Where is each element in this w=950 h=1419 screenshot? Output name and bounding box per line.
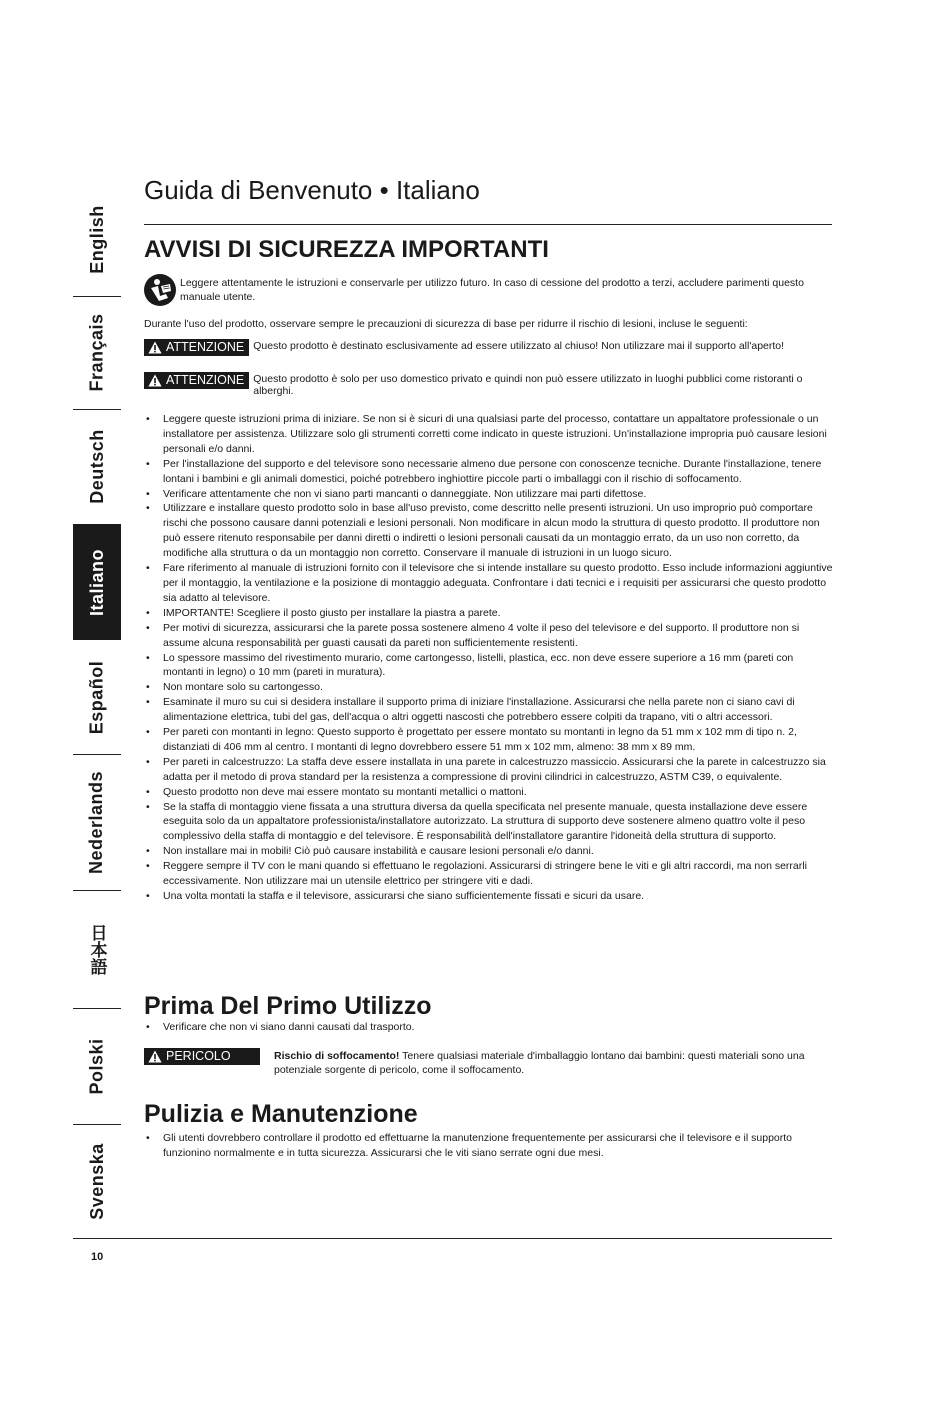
- warning-triangle-icon: [148, 1050, 162, 1063]
- list-item: • Esaminate il muro su cui si desidera installare il supporto prima di iniziare l'installazione. Assicurarsi che nella parete non ci siano cavi di alimentazione elettrica, tubi del gas, dell'acqua o altri oggetti nascosti che potrebbero essere colpiti da trapano, viti o altri accessori.: [144, 695, 834, 725]
- list-item: • Non installare mai in mobili! Ciò può causare instabilità e causare lesioni personali e/o danni.: [144, 844, 834, 859]
- warning-notice: [144, 339, 834, 356]
- lang-tab-label: 日本語: [87, 923, 107, 975]
- list-item: • Reggere sempre il TV con le mani quando si effettuano le regolazioni. Assicurarsi di stringere bene le viti e gli altri raccordi, ma non serrarli eccessivamente. Non utilizzare mai un utensile elettrico per stringere viti e dadi.: [144, 859, 834, 889]
- list-item: • Per motivi di sicurezza, assicurarsi che la parete possa sostenere almeno 4 volte il peso del televisore e del supporto. Il produttore non si assume alcuna responsabilità per guasti causati da pareti non sufficientemente resistenti.: [144, 621, 834, 651]
- footer-rule: [73, 1238, 832, 1239]
- danger-lead: Rischio di soffocamento!: [274, 1050, 400, 1062]
- warning-notice: [144, 372, 834, 397]
- lang-tab-deutsch[interactable]: [73, 409, 121, 524]
- safety-bullet-list: [144, 412, 834, 904]
- language-sidebar: [73, 183, 121, 1238]
- list-item: • Non montare solo su cartongesso.: [144, 680, 834, 695]
- list-item: • Una volta montati la staffa e il televisore, assicurarsi che siano sufficientemente fissati e sicuri da usare.: [144, 889, 834, 904]
- danger-notice: [144, 1048, 834, 1077]
- danger-text: [274, 1048, 834, 1077]
- lang-tab-label: Polski: [86, 1037, 107, 1095]
- warning-badge: [144, 372, 249, 389]
- read-manual-icon: [144, 274, 176, 306]
- lang-tab-label: Español: [86, 660, 107, 734]
- precautions-text: Durante l'uso del prodotto, osservare sempre le precauzioni di sicurezza di base per ridurre il rischio di lesioni, incluse le seguenti:: [144, 318, 748, 330]
- list-item: • Se la staffa di montaggio viene fissata a una struttura diversa da quella specificata nel presente manuale, questa installazione deve essere eseguita solo da un appaltatore professionista/installatore autorizzato. La struttura di supporto deve sostenere almeno quattro volte il peso complessivo della staffa di montaggio e del televisore. È responsabilità dell'installatore garantire l'idoneità della struttura di supporto.: [144, 800, 834, 845]
- list-item: • Leggere queste istruzioni prima di iniziare. Se non si è sicuri di una qualsiasi parte del processo, contattare un appaltatore professionale o un installatore per assistenza. Utilizzare solo gli strumenti corretti come indicato in queste istruzioni. Un'installazione impropria può causare lesioni personali e/o danni.: [144, 412, 834, 457]
- list-item: • IMPORTANTE! Scegliere il posto giusto per installare la piastra a parete.: [144, 606, 834, 621]
- safety-intro: Leggere attentamente le istruzioni e conservarle per utilizzo futuro. In caso di cessione del prodotto a terzi, accludere parimenti questo manuale utente.: [180, 277, 804, 303]
- list-item: • Per l'installazione del supporto e del televisore sono necessarie almeno due persone con conoscenze tecniche. Durante l'installazione, tenere lontani i bambini e gli animali domestici, poiché potrebbero inghiottire piccole parti o imballaggi con il rischio di soffocamento.: [144, 457, 834, 487]
- warning-badge: [144, 339, 249, 356]
- warning-label: ATTENZIONE: [166, 373, 245, 387]
- lang-tab-nederlands[interactable]: [73, 754, 121, 890]
- lang-tab-label: English: [86, 205, 107, 274]
- warning-text: Questo prodotto è solo per uso domestico privato e quindi non può essere utilizzato in luoghi pubblici come ristoranti o alberghi.: [253, 373, 803, 397]
- warning-label: ATTENZIONE: [166, 340, 245, 354]
- list-item: • Gli utenti dovrebbero controllare il prodotto ed effettuarne la manutenzione frequentemente per assicurarsi che il televisore e il supporto funzionino normalmente e in tutta sicurezza. Assicurarsi che le viti siano serrate ogni due mesi.: [144, 1131, 834, 1161]
- list-item: • Questo prodotto non deve mai essere montato su montanti metallici o mattoni.: [144, 785, 834, 800]
- lang-tab-label: Français: [86, 313, 107, 392]
- lang-tab-label: Nederlands: [86, 770, 107, 874]
- lang-tab-espanol[interactable]: [73, 640, 121, 754]
- list-item: • Lo spessore massimo del rivestimento murario, come cartongesso, listelli, plastica, ecc. non deve essere superiore a 16 mm (pareti con montanti in legno) o 10 mm (pareti in muratura).: [144, 651, 834, 681]
- warning-triangle-icon: [148, 341, 162, 354]
- danger-body: Tenere qualsiasi materiale d'imballaggio lontano dai bambini: questi materiali sono una potenziale sorgente di pericolo, come il soffocamento.: [274, 1050, 805, 1076]
- list-item: • Verificare attentamente che non vi siano parti mancanti o danneggiate. Non utilizzare mai parti difettose.: [144, 487, 834, 502]
- lang-tab-italiano[interactable]: [73, 524, 121, 640]
- lang-tab-label: Italiano: [86, 548, 107, 616]
- lang-tab-label: Svenska: [86, 1142, 107, 1220]
- safety-heading: AVVISI DI SICUREZZA IMPORTANTI: [144, 236, 549, 263]
- cleaning-heading: Pulizia e Manutenzione: [144, 1100, 418, 1128]
- list-item: • Per pareti in calcestruzzo: La staffa deve essere installata in una parete in calcestruzzo massiccio. Assicurarsi che la parete in calcestruzzo sia adatta per il metodo di prova standard per la resistenza a compressione di provini cilindrici in calcestruzzo, ASTM C39, o equivalente.: [144, 755, 834, 785]
- list-item: • Verificare che non vi siano danni causati dal trasporto.: [144, 1020, 834, 1035]
- page-number: 10: [91, 1251, 104, 1263]
- warning-triangle-icon: [148, 374, 162, 387]
- lang-tab-svenska[interactable]: [73, 1124, 121, 1238]
- lang-tab-polski[interactable]: [73, 1008, 121, 1124]
- warning-text: Questo prodotto è destinato esclusivamente ad essere utilizzato al chiuso! Non utilizzare mai il supporto all'aperto!: [253, 340, 785, 352]
- lang-tab-english[interactable]: [73, 183, 121, 296]
- lang-tab-label: Deutsch: [86, 429, 107, 504]
- list-item: • Utilizzare e installare questo prodotto solo in base all'uso previsto, come descritto nelle presenti istruzioni. Un uso improprio può comportare rischi che possono causare danni potenziali e lesioni personali. Non modificare in alcun modo la struttura di questo prodotto. Il produttore non può essere ritenuto responsabile per danni diretti o indiretti o lesioni personali causati da un montaggio errato, da un uso non corretto, da modifiche alla struttura o da un montaggio non corretto. Conservare il manuale di istruzioni in un luogo sicuro.: [144, 501, 834, 561]
- lang-tab-japanese[interactable]: [73, 890, 121, 1008]
- first-use-heading: Prima Del Primo Utilizzo: [144, 992, 432, 1020]
- first-use-list: [144, 1020, 834, 1035]
- cleaning-list: [144, 1131, 834, 1161]
- list-item: • Per pareti con montanti in legno: Questo supporto è progettato per essere montato su montanti in legno da 51 mm x 102 mm di tipo n. 2, distanziati di 406 mm al centro. I montanti di legno dovrebbero essere 51 mm x 102 mm, almeno: 38 mm x 89 mm.: [144, 725, 834, 755]
- header-rule: [144, 224, 832, 225]
- danger-label: PERICOLO: [166, 1049, 231, 1063]
- list-item: • Fare riferimento al manuale di istruzioni fornito con il televisore che si intende installare su questo prodotto. Esso include informazioni aggiuntive per il montaggio, la ventilazione e la posizione di montaggio adeguata. Confrontare i dati tecnici e i requisiti per assicurarsi che questo prodotto sia adatto al televisore.: [144, 561, 834, 606]
- page-title: Guida di Benvenuto • Italiano: [144, 175, 480, 205]
- lang-tab-francais[interactable]: [73, 296, 121, 409]
- danger-badge: [144, 1048, 260, 1065]
